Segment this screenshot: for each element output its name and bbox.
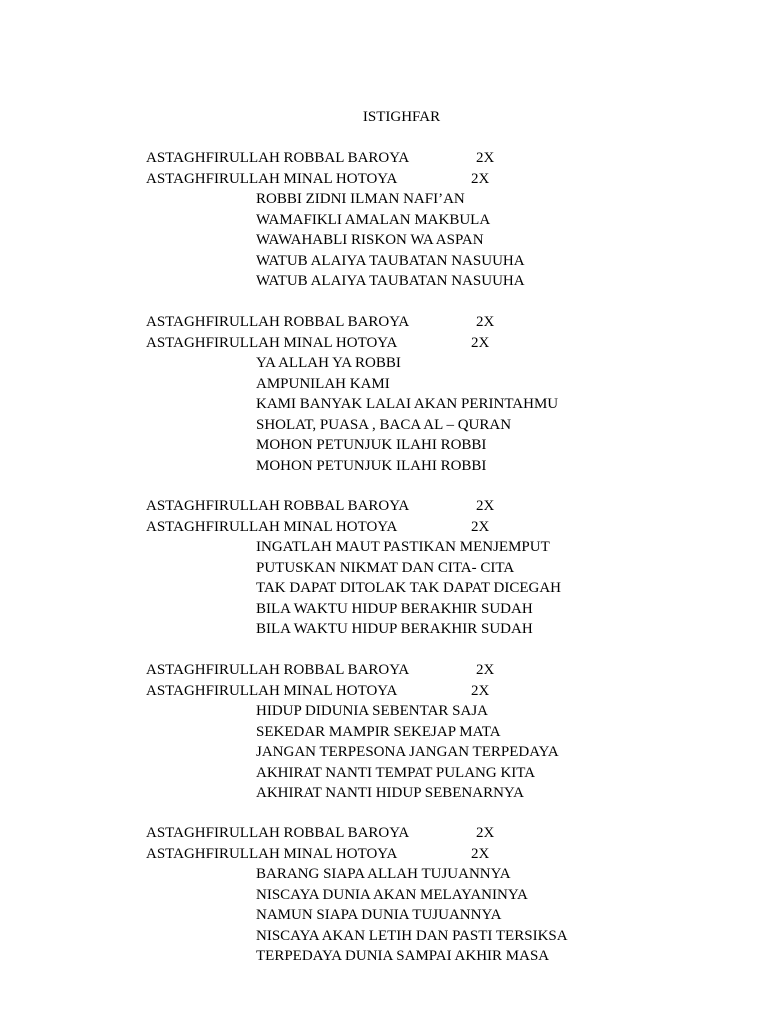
- verse-text: NAMUN SIAPA DUNIA TUJUANNYA: [256, 907, 502, 923]
- refrain-text: ASTAGHFIRULLAH MINAL HOTOYA: [146, 518, 398, 535]
- verse-line: [0, 885, 768, 906]
- refrain-line: [0, 844, 768, 865]
- refrain-text: ASTAGHFIRULLAH MINAL HOTOYA: [146, 682, 398, 699]
- refrain-line: [0, 148, 768, 169]
- repeat-count: 2X: [471, 170, 490, 187]
- stanza-2: [0, 312, 768, 476]
- verse-text: MOHON PETUNJUK ILAHI ROBBI: [256, 437, 487, 453]
- verse-line: [0, 189, 768, 210]
- verse-line: [0, 394, 768, 415]
- verse-line: [0, 619, 768, 640]
- verse-text: YA ALLAH YA ROBBI: [256, 355, 401, 371]
- stanza-3: [0, 496, 768, 640]
- verse-line: [0, 946, 768, 967]
- verse-text: BILA WAKTU HIDUP BERAKHIR SUDAH: [256, 600, 533, 617]
- stanza-4: [0, 660, 768, 804]
- verse-text: TAK DAPAT DITOLAK TAK DAPAT DICEGAH: [256, 580, 561, 596]
- repeat-count: 2X: [476, 314, 495, 330]
- verse-line: [0, 722, 768, 743]
- verse-line: [0, 763, 768, 784]
- repeat-count: 2X: [471, 682, 490, 699]
- verse-line: [0, 701, 768, 722]
- verse-text: AKHIRAT NANTI HIDUP SEBENARNYA: [256, 785, 524, 801]
- verse-text: MOHON PETUNJUK ILAHI ROBBI: [256, 457, 487, 474]
- verse-line: [0, 558, 768, 579]
- repeat-count: 2X: [471, 334, 490, 351]
- verse-text: WAMAFIKLI AMALAN MAKBULA: [256, 211, 491, 228]
- verse-text: INGATLAH MAUT PASTIKAN MENJEMPUT: [256, 539, 550, 555]
- verse-line: [0, 456, 768, 477]
- verse-text: HIDUP DIDUNIA SEBENTAR SAJA: [256, 703, 489, 719]
- verse-text: ROBBI ZIDNI ILMAN NAFI’AN: [256, 191, 465, 207]
- refrain-line: [0, 169, 768, 190]
- verse-text: NISCAYA AKAN LETIH DAN PASTI TERSIKSA: [256, 927, 568, 944]
- verse-line: [0, 210, 768, 231]
- verse-text: BARANG SIAPA ALLAH TUJUANNYA: [256, 866, 511, 882]
- verse-line: [0, 415, 768, 436]
- verse-text: AMPUNILAH KAMI: [256, 375, 390, 392]
- stanza-1: [0, 148, 768, 292]
- refrain-text: ASTAGHFIRULLAH ROBBAL BAROYA: [146, 662, 410, 678]
- refrain-line: [0, 496, 768, 517]
- refrain-text: ASTAGHFIRULLAH ROBBAL BAROYA: [146, 150, 410, 166]
- verse-line: [0, 783, 768, 804]
- refrain-text: ASTAGHFIRULLAH MINAL HOTOYA: [146, 170, 398, 187]
- verse-text: TERPEDAYA DUNIA SAMPAI AKHIR MASA: [256, 948, 550, 964]
- verse-line: [0, 864, 768, 885]
- repeat-count: 2X: [471, 518, 490, 535]
- refrain-text: ASTAGHFIRULLAH ROBBAL BAROYA: [146, 825, 410, 841]
- stanza-5: [0, 823, 768, 967]
- document-title: ISTIGHFAR: [362, 109, 441, 125]
- verse-line: [0, 271, 768, 292]
- refrain-line: [0, 333, 768, 354]
- verse-line: [0, 353, 768, 374]
- refrain-line: [0, 312, 768, 333]
- verse-line: [0, 599, 768, 620]
- verse-text: NISCAYA DUNIA AKAN MELAYANINYA: [256, 886, 528, 903]
- repeat-count: 2X: [476, 150, 495, 166]
- verse-text: JANGAN TERPESONA JANGAN TERPEDAYA: [256, 744, 559, 760]
- verse-text: PUTUSKAN NIKMAT DAN CITA- CITA: [256, 559, 515, 576]
- refrain-line: [0, 823, 768, 844]
- verse-text: WAWAHABLI RISKON WA ASPAN: [256, 232, 484, 248]
- verse-line: [0, 926, 768, 947]
- repeat-count: 2X: [476, 825, 495, 841]
- verse-line: [0, 578, 768, 599]
- verse-line: [0, 230, 768, 251]
- repeat-count: 2X: [471, 845, 490, 862]
- verse-line: [0, 537, 768, 558]
- verse-text: WATUB ALAIYA TAUBATAN NASUUHA: [256, 252, 525, 269]
- verse-line: [0, 251, 768, 272]
- refrain-text: ASTAGHFIRULLAH MINAL HOTOYA: [146, 845, 398, 862]
- verse-text: SHOLAT, PUASA , BACA AL – QURAN: [256, 416, 512, 433]
- verse-line: [0, 374, 768, 395]
- refrain-line: [0, 517, 768, 538]
- verse-line: [0, 435, 768, 456]
- verse-line: [0, 905, 768, 926]
- verse-text: KAMI BANYAK LALAI AKAN PERINTAHMU: [256, 396, 559, 412]
- refrain-line: [0, 681, 768, 702]
- refrain-text: ASTAGHFIRULLAH MINAL HOTOYA: [146, 334, 398, 351]
- verse-text: AKHIRAT NANTI TEMPAT PULANG KITA: [256, 764, 536, 781]
- refrain-text: ASTAGHFIRULLAH ROBBAL BAROYA: [146, 498, 410, 514]
- verse-line: [0, 742, 768, 763]
- repeat-count: 2X: [476, 662, 495, 678]
- verse-text: WATUB ALAIYA TAUBATAN NASUUHA: [256, 273, 525, 289]
- refrain-line: [0, 660, 768, 681]
- refrain-text: ASTAGHFIRULLAH ROBBAL BAROYA: [146, 314, 410, 330]
- repeat-count: 2X: [476, 498, 495, 514]
- verse-text: SEKEDAR MAMPIR SEKEJAP MATA: [256, 723, 501, 740]
- verse-text: BILA WAKTU HIDUP BERAKHIR SUDAH: [256, 621, 533, 637]
